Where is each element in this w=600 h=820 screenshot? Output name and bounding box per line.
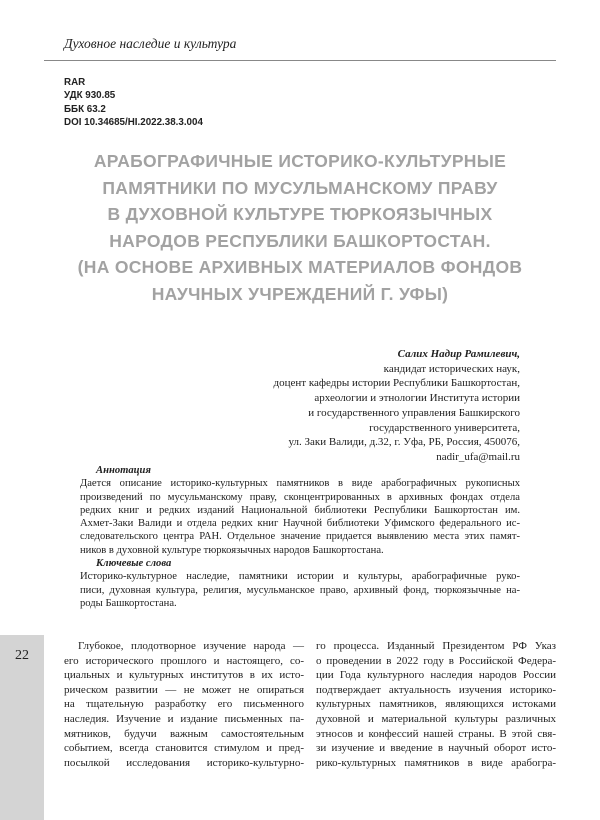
page-number: 22 (15, 648, 29, 663)
abstract-line: произведений по мусульманскому праву, сконцентрированных в архивных фондах отдела (80, 491, 520, 503)
keywords-line: роды Башкортостана. (80, 597, 177, 609)
keywords-line: писи, духовная культура, религия, мусульманское право, архивный фонд, тюркоязычные на- (80, 584, 520, 596)
rar-code: RAR (64, 77, 86, 88)
author-line: археологии и этнологии Института истории (314, 392, 520, 405)
body-column-right (316, 639, 556, 770)
keywords-heading: Ключевые слова (96, 558, 172, 570)
author-line: ул. Заки Валиди, д.32, г. Уфа, РБ, Россия, 450076, (288, 436, 520, 449)
article-title (44, 148, 556, 307)
title-line: НАУЧНЫХ УЧРЕЖДЕНИЙ Г. УФЫ) (151, 283, 449, 304)
title-line: НАРОДОВ РЕСПУБЛИКИ БАШКОРТОСТАН. (109, 230, 491, 251)
udc-code: УДК 930.85 (64, 90, 116, 102)
body-line: зи изучение и введение в научный оборот исто- (316, 742, 556, 755)
body-line: го процесса. Изданный Президентом РФ Указ (316, 640, 556, 652)
author-line: доцент кафедры истории Республики Башкортостан, (273, 377, 520, 390)
author-line: и государственного управления Башкирского (308, 406, 520, 419)
author-line: государственного университета, (369, 421, 520, 434)
author-name: Салих Надир Рамилевич, (397, 348, 520, 360)
body-line: рико-культурных памятников в виде арабогра- (316, 756, 556, 769)
doi-code: DOI 10.34685/HI.2022.38.3.004 (64, 116, 203, 128)
abstract-line: редких книг и редких изданий Национальной библиотеки Республики Башкортостан им. (80, 504, 520, 516)
header-divider (44, 60, 556, 61)
title-line: АРАБОГРАФИЧНЫЕ ИСТОРИКО-КУЛЬТУРНЫЕ (93, 151, 507, 171)
body-line: циальных и культурных институтов в их исто- (64, 669, 304, 682)
title-line: ПАМЯТНИКИ ПО МУСУЛЬМАНСКОМУ ПРАВУ (102, 177, 498, 198)
title-line: (НА ОСНОВЕ АРХИВНЫХ МАТЕРИАЛОВ ФОНДОВ (77, 257, 523, 277)
bbk-code: ББК 63.2 (64, 103, 106, 115)
body-column-left (64, 639, 304, 770)
abstract-line: следовательского центра РАН. Отдельное значение придается выявлению места этих памят- (80, 531, 520, 543)
author-line: кандидат исторических наук, (383, 362, 520, 375)
title-line: В ДУХОВНОЙ КУЛЬТУРЕ ТЮРКОЯЗЫЧНЫХ (107, 204, 493, 224)
abstract-line: Ахмет-Заки Валиди и отдела редких книг Научной библиотеки Уфимского федерального ис- (80, 518, 520, 530)
classification-codes (64, 76, 203, 129)
body-line: духовной и материальной культуры различных (316, 712, 556, 725)
body-line: культурных памятников, являющихся истоками (316, 698, 556, 711)
body-line: мятников, будучи важным самостоятельным (64, 727, 304, 740)
body-line: наследия. Изучение и издание письменных па- (64, 712, 304, 725)
abstract-section (80, 464, 520, 610)
body-line: Глубокое, плодотворное изучение народа — (78, 640, 304, 652)
keywords-line: Историко-культурное наследие, памятники истории и культуры, арабографичные руко- (80, 571, 520, 583)
body-line: ции Года культурного наследия народов России (316, 669, 556, 682)
abstract-line: ников в духовной культуре тюркоязычных народов Башкортостана. (80, 544, 384, 556)
body-line: событием, всегда становится стимулом и пред- (64, 742, 304, 755)
body-line: посылкой исследования историко-культурно- (64, 756, 304, 769)
body-line: о проведении в 2022 году в Российской Федера- (316, 654, 556, 667)
body-line: его исторического прошлого и настоящего, со- (64, 654, 304, 667)
author-block (274, 347, 520, 465)
abstract-line: Дается описание историко-культурных памятников в виде арабографичных рукописных (80, 478, 520, 490)
journal-title: Духовное наследие и культура (64, 36, 237, 51)
body-line: этносов и конфессий нашей страны. В этой свя- (316, 727, 556, 740)
author-email: nadir_ufa@mail.ru (436, 450, 520, 463)
body-line: на тщательную разработку его письменного (64, 698, 304, 711)
body-line: рическом развитии — не может не опираться (64, 683, 304, 696)
abstract-heading: Аннотация (96, 465, 151, 476)
body-line: подтверждает актуальность изучения историко- (316, 683, 556, 696)
